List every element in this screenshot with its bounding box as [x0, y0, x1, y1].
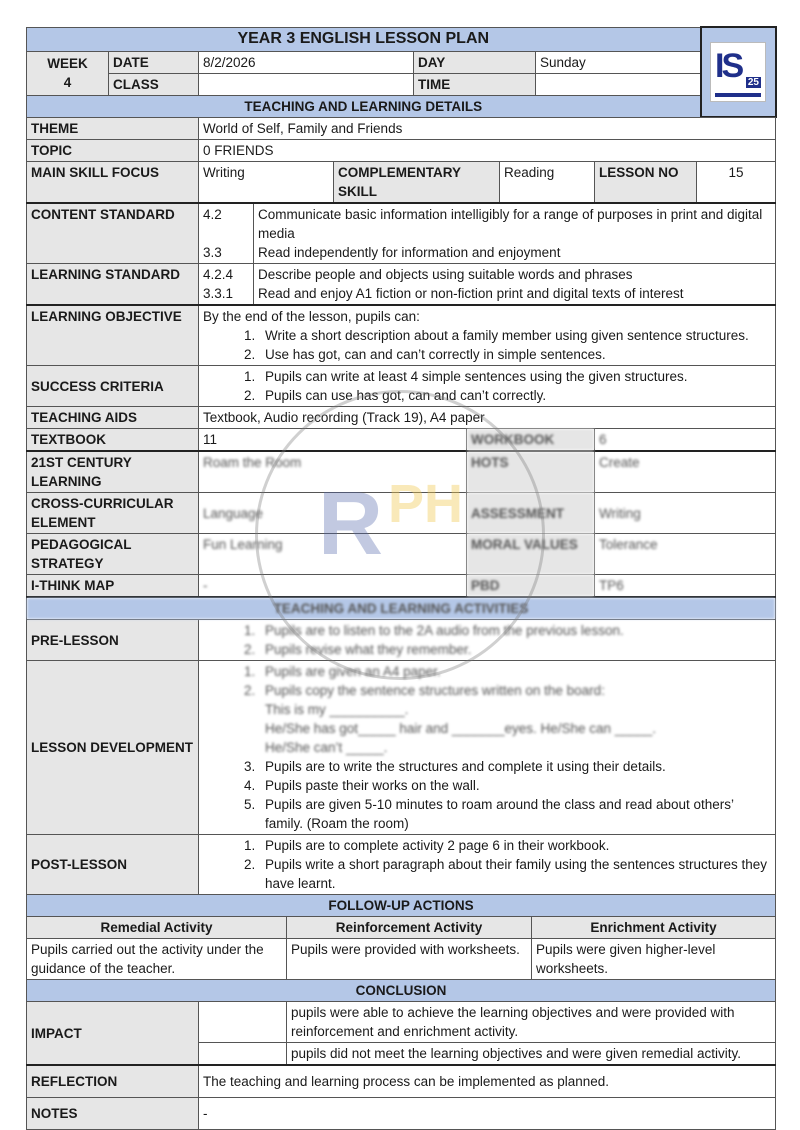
objective-intro[interactable]: By the end of the lesson, pupils can:	[203, 309, 420, 324]
post-lesson-list	[203, 836, 771, 893]
impact-not-achieved-text: pupils did not meet the learning objectives and were given remedial activity.	[287, 1043, 776, 1066]
header-table	[26, 26, 777, 118]
remedial-label: Remedial Activity	[27, 917, 287, 939]
class-label: CLASS	[109, 73, 199, 95]
post-lesson-label: POST-LESSON	[27, 835, 199, 895]
content-standard-label: CONTENT STANDARD	[27, 203, 199, 264]
sentence-structure: This is my __________.	[265, 702, 409, 717]
reinforcement-label: Reinforcement Activity	[287, 917, 532, 939]
learning-standard-label: LEARNING STANDARD	[27, 264, 199, 306]
pre-lesson-item[interactable]: 2. Pupils revise what they remember.	[259, 640, 771, 659]
impact-achieved-text: pupils were able to achieve the learning objectives and were provided with reinforcement and enrichment activity.	[287, 1002, 776, 1043]
theme-value[interactable]: World of Self, Family and Friends	[199, 118, 776, 140]
pedagogical-strategy-label: PEDAGOGICAL STRATEGY	[27, 534, 199, 575]
content-standard-texts	[254, 203, 776, 264]
objective-list	[203, 326, 771, 364]
day-value[interactable]: Sunday	[536, 51, 701, 73]
pre-lesson-item[interactable]: 1. Pupils are to listen to the 2A audio from the previous lesson.	[259, 621, 771, 640]
teaching-aids-value[interactable]: Textbook, Audio recording (Track 19), A4 paper	[199, 407, 776, 429]
lesson-development-label: LESSON DEVELOPMENT	[27, 661, 199, 835]
lesson-development-item[interactable]: 5. Pupils are given 5-10 minutes to roam around the class and read about others’ family. (Roam the room)	[259, 795, 771, 833]
content-standard-codes	[199, 203, 254, 264]
remedial-value[interactable]: Pupils carried out the activity under the guidance of the teacher.	[27, 939, 287, 980]
document-title: YEAR 3 ENGLISH LESSON PLAN	[27, 27, 701, 51]
success-criteria-item[interactable]: 1. Pupils can write at least 4 simple sentences using the given structures.	[259, 367, 771, 386]
date-label: DATE	[109, 51, 199, 73]
moral-values-value[interactable]: Tolerance	[595, 534, 776, 575]
moral-values-label: MORAL VALUES	[467, 534, 595, 575]
sentence-structure: He/She can’t _____.	[265, 740, 388, 755]
pbd-label: PBD	[467, 575, 595, 598]
enrichment-value[interactable]: Pupils were given higher-level worksheets.	[532, 939, 776, 980]
pedagogical-strategy-value[interactable]: Fun Learning	[199, 534, 467, 575]
activities-section-header: TEACHING AND LEARNING ACTIVITIES	[27, 597, 776, 620]
workbook-value[interactable]: 6	[595, 429, 776, 452]
topic-label: TOPIC	[27, 140, 199, 162]
21st-century-value[interactable]: Roam the Room	[199, 451, 467, 493]
theme-label: THEME	[27, 118, 199, 140]
impact-achieved-count[interactable]	[199, 1002, 287, 1043]
cross-curricular-value[interactable]: Language	[199, 493, 467, 534]
assessment-label: ASSESSMENT	[467, 493, 595, 534]
pbd-value[interactable]: TP6	[595, 575, 776, 598]
hots-value[interactable]: Create	[595, 451, 776, 493]
impact-not-achieved-count[interactable]	[199, 1043, 287, 1066]
lesson-development-item[interactable]: 2. Pupils copy the sentence structures written on the board: This is my __________. He/She has got_____ hair and _______eyes. He/She can _____. He/She can’t _____.	[259, 681, 771, 757]
content-standard-text[interactable]: Read independently for information and enjoyment	[258, 245, 561, 260]
topic-value[interactable]: 0 FRIENDS	[199, 140, 776, 162]
week-label: WEEK	[47, 56, 88, 71]
week-cell	[27, 51, 109, 95]
conclusion-section-header: CONCLUSION	[27, 980, 776, 1002]
lesson-development-item[interactable]: 4. Pupils paste their works on the wall.	[259, 776, 771, 795]
week-value: 4	[63, 75, 72, 90]
lesson-no-value[interactable]: 15	[697, 162, 776, 204]
class-value[interactable]	[199, 73, 414, 95]
learning-standard-texts	[254, 264, 776, 306]
lesson-development-item[interactable]: 1. Pupils are given an A4 paper.	[259, 662, 771, 681]
success-criteria-list	[203, 367, 771, 405]
pre-lesson-list	[203, 621, 771, 659]
complementary-skill-label: COMPLEMENTARY SKILL	[334, 162, 500, 204]
learning-objective-label: LEARNING OBJECTIVE	[27, 305, 199, 366]
lesson-no-label: LESSON NO	[595, 162, 697, 204]
main-skill-value[interactable]: Writing	[199, 162, 334, 204]
pre-lesson-value	[199, 620, 776, 661]
reflection-label: REFLECTION	[27, 1065, 199, 1097]
details-table	[26, 117, 776, 895]
21st-century-label: 21ST CENTURY LEARNING	[27, 451, 199, 493]
enrichment-label: Enrichment Activity	[532, 917, 776, 939]
logo-cell	[701, 27, 776, 117]
main-skill-label: MAIN SKILL FOCUS	[27, 162, 199, 204]
learning-standard-code: 3.3.1	[203, 286, 234, 301]
objective-item[interactable]: 1. Write a short description about a family member using given sentence structures.	[259, 326, 771, 345]
assessment-value[interactable]: Writing	[595, 493, 776, 534]
objective-item[interactable]: 2. Use has got, can and can’t correctly in simple sentences.	[259, 345, 771, 364]
lesson-development-value	[199, 661, 776, 835]
lesson-development-list	[203, 662, 771, 833]
conclusion-table	[26, 979, 776, 1130]
success-criteria-label: SUCCESS CRITERIA	[27, 366, 199, 407]
watermark-icon: R PH	[255, 390, 545, 680]
success-criteria-value	[199, 366, 776, 407]
content-standard-code: 3.3	[203, 245, 222, 260]
followup-table	[26, 894, 776, 980]
workbook-label: WORKBOOK	[467, 429, 595, 452]
time-value[interactable]	[536, 73, 701, 95]
logo-icon: IS 25	[710, 42, 766, 102]
post-lesson-item[interactable]: 1. Pupils are to complete activity 2 page 6 in their workbook.	[259, 836, 771, 855]
learning-objective-value	[199, 305, 776, 366]
details-section-header: TEACHING AND LEARNING DETAILS	[27, 95, 701, 117]
post-lesson-item[interactable]: 2. Pupils write a short paragraph about their family using the sentences structures they have learnt.	[259, 855, 771, 893]
content-standard-code: 4.2	[203, 207, 222, 222]
reinforcement-value[interactable]: Pupils were provided with worksheets.	[287, 939, 532, 980]
notes-value[interactable]: -	[199, 1097, 776, 1129]
reflection-value[interactable]: The teaching and learning process can be implemented as planned.	[199, 1065, 776, 1097]
learning-standard-text[interactable]: Read and enjoy A1 fiction or non-fiction print and digital texts of interest	[258, 286, 684, 301]
time-label: TIME	[414, 73, 536, 95]
content-standard-text[interactable]: Communicate basic information intelligibly for a range of purposes in print and digital media	[258, 207, 763, 241]
cross-curricular-label: CROSS-CURRICULAR ELEMENT	[27, 493, 199, 534]
learning-standard-codes	[199, 264, 254, 306]
pre-lesson-label: PRE-LESSON	[27, 620, 199, 661]
post-lesson-value	[199, 835, 776, 895]
lesson-development-item[interactable]: 3. Pupils are to write the structures and complete it using their details.	[259, 757, 771, 776]
day-label: DAY	[414, 51, 536, 73]
notes-label: NOTES	[27, 1097, 199, 1129]
impact-label: IMPACT	[27, 1002, 199, 1066]
followup-section-header: FOLLOW-UP ACTIONS	[27, 895, 776, 917]
lesson-plan-document	[26, 26, 775, 1130]
textbook-label: TEXTBOOK	[27, 429, 199, 452]
i-think-map-value[interactable]: -	[199, 575, 467, 598]
complementary-skill-value[interactable]: Reading	[500, 162, 595, 204]
hots-label: HOTS	[467, 451, 595, 493]
textbook-value[interactable]: 11	[199, 429, 467, 452]
teaching-aids-label: TEACHING AIDS	[27, 407, 199, 429]
learning-standard-code: 4.2.4	[203, 267, 234, 282]
date-value[interactable]: 8/2/2026	[199, 51, 414, 73]
sentence-structure: He/She has got_____ hair and _______eyes. He/She can _____.	[265, 721, 657, 736]
i-think-map-label: I-THINK MAP	[27, 575, 199, 598]
learning-standard-text[interactable]: Describe people and objects using suitable words and phrases	[258, 267, 633, 282]
success-criteria-item[interactable]: 2. Pupils can use has got, can and can’t correctly.	[259, 386, 771, 405]
